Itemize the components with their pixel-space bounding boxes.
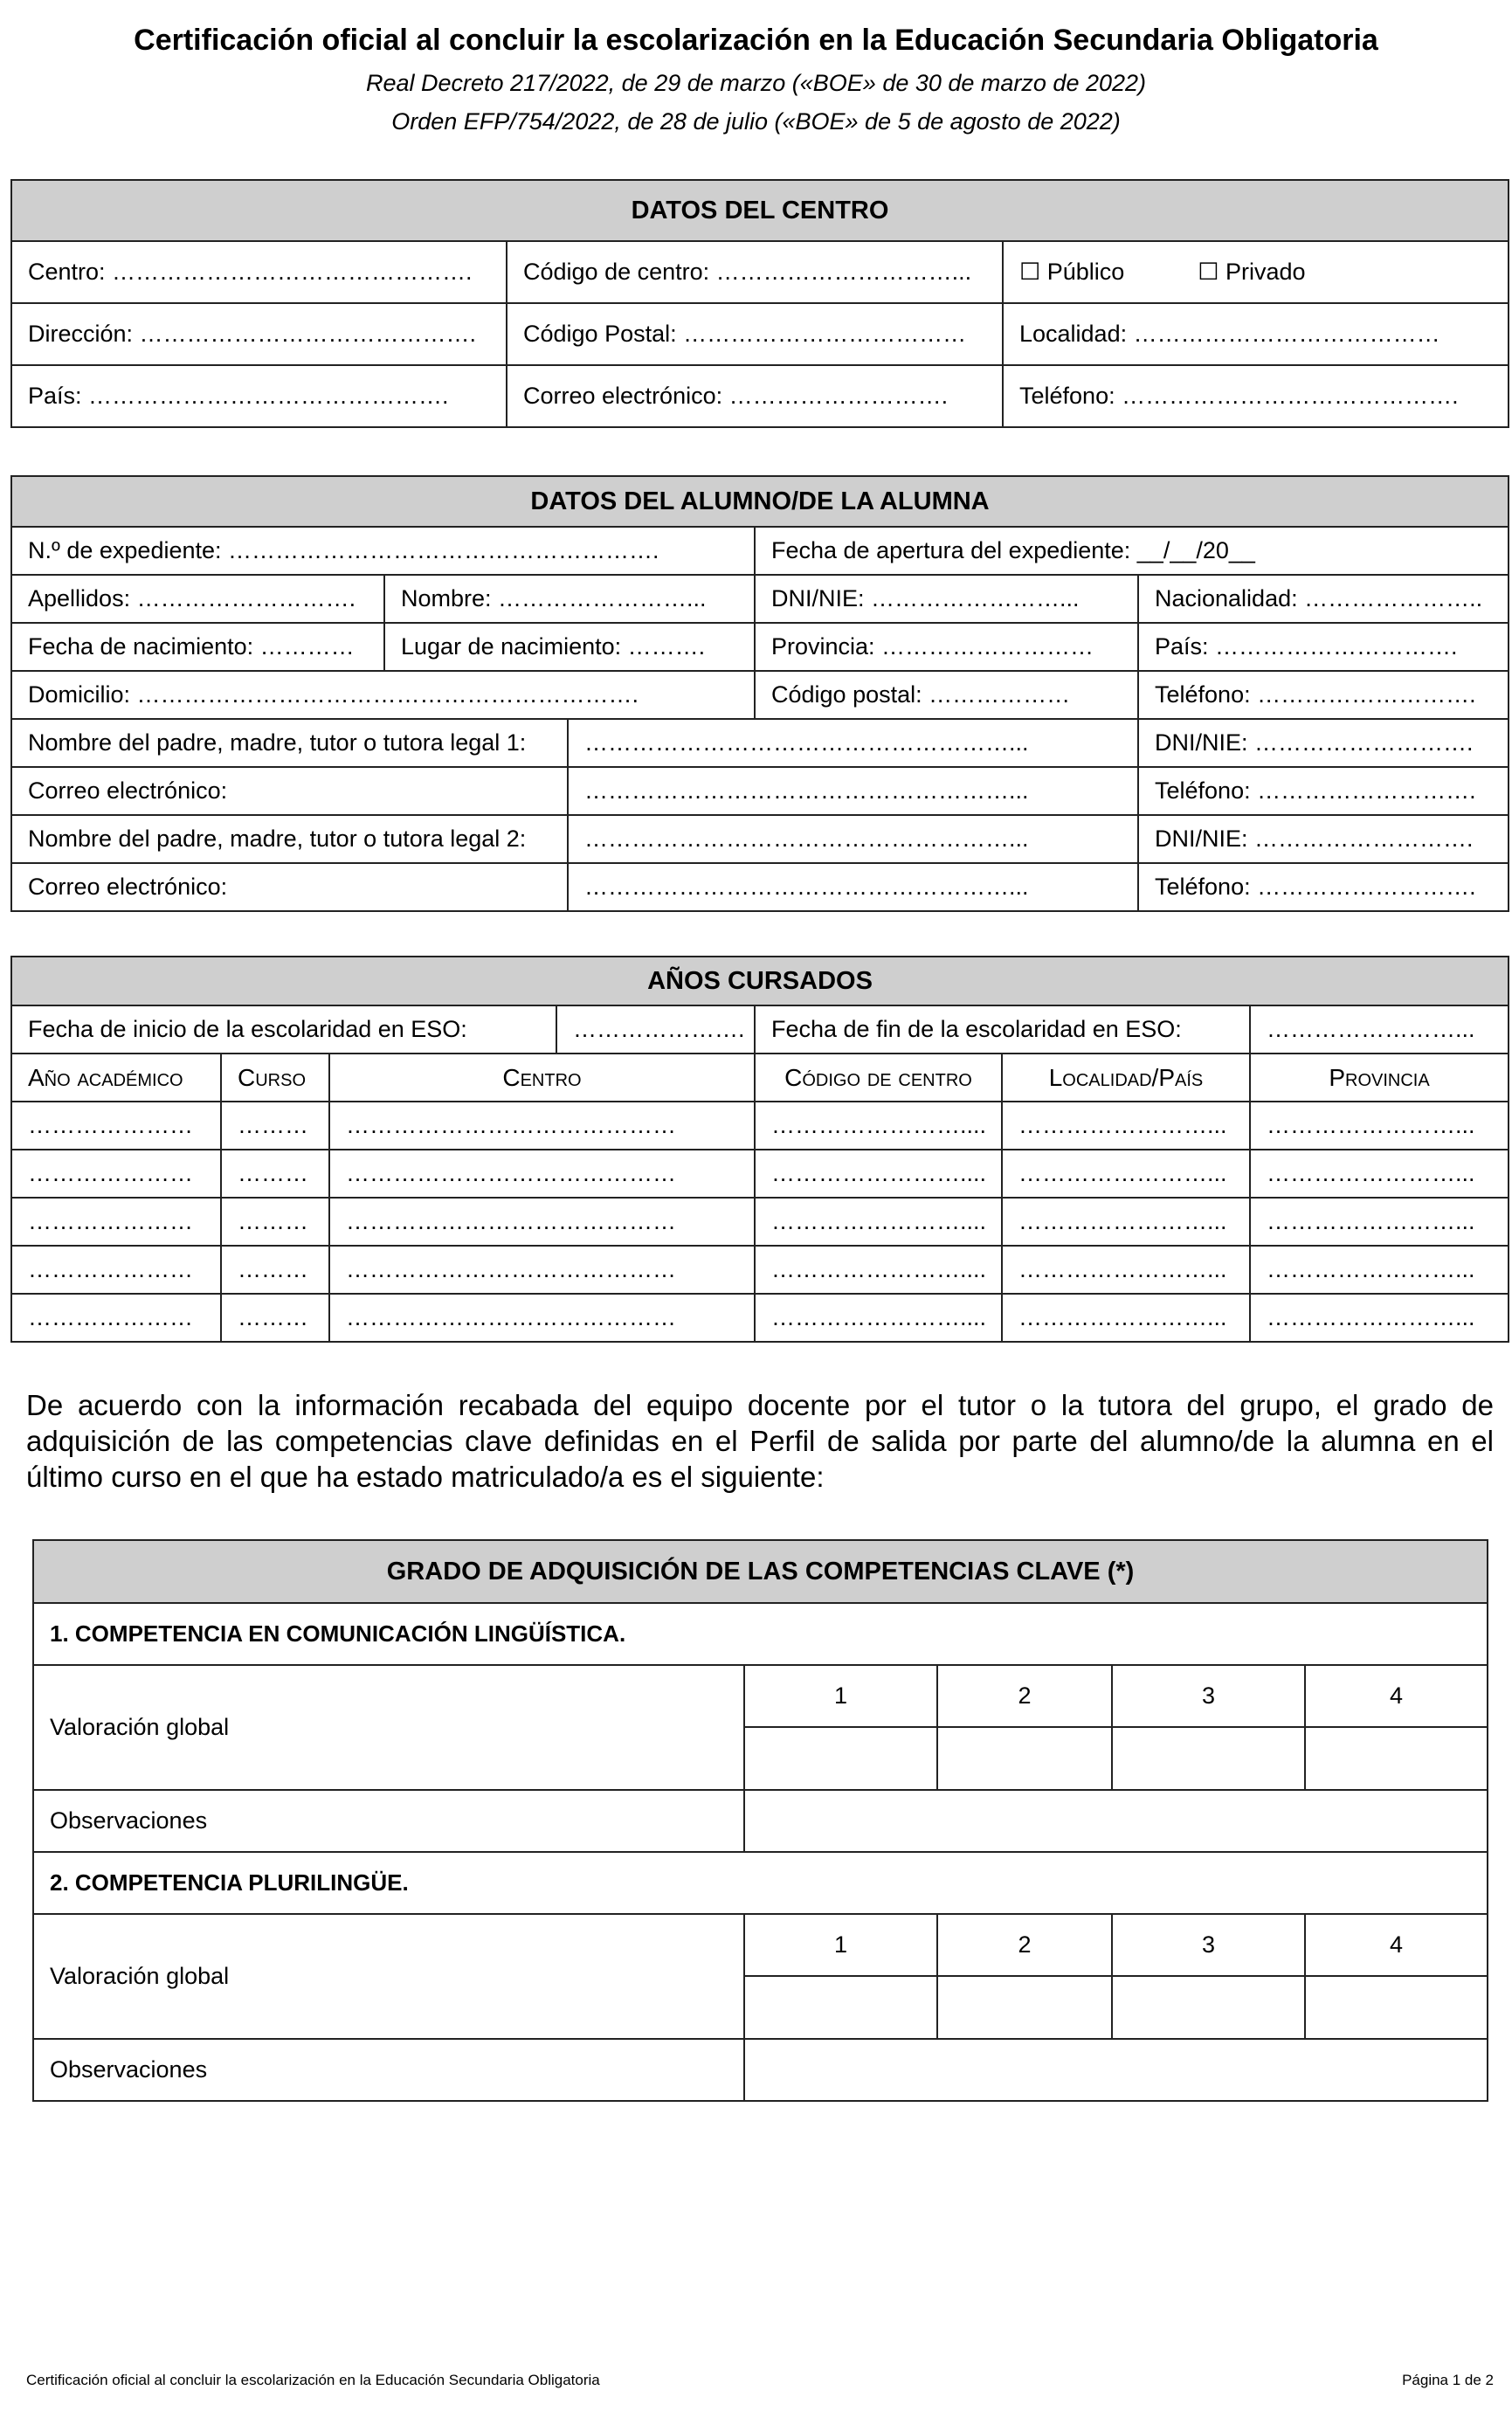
document-header <box>0 19 1512 143</box>
grade-2-label: 2 <box>937 1914 1112 1976</box>
anio-cell[interactable]: ………………… <box>11 1246 221 1294</box>
codigo-cell[interactable]: …………………….... <box>755 1150 1002 1198</box>
competencia-2-title: 2. COMPETENCIA PLURILINGÜE. <box>33 1852 1488 1914</box>
footer-title: Certificación oficial al concluir la escolarización en la Educación Secundaria Obligatoria <box>26 2372 600 2388</box>
codigo-cell[interactable]: …………………….... <box>755 1294 1002 1342</box>
grade-3-cell[interactable] <box>1112 1727 1305 1790</box>
codigo-cell[interactable]: …………………….... <box>755 1246 1002 1294</box>
col-header-codigo: Código de centro <box>755 1054 1002 1102</box>
fecha-nacimiento-field[interactable]: Fecha de nacimiento: ………… <box>11 623 384 671</box>
correo2-label: Correo electrónico: <box>11 863 568 911</box>
lugar-nacimiento-field[interactable]: Lugar de nacimiento: ………. <box>384 623 755 671</box>
centro-table <box>10 179 1509 428</box>
table-row <box>11 1246 1509 1294</box>
localidad-cell[interactable]: ……………………... <box>1002 1198 1250 1246</box>
valoracion-2-label: Valoración global <box>33 1914 744 2039</box>
observaciones-1-label: Observaciones <box>33 1790 744 1852</box>
fin-label: Fecha de fin de la escolaridad en ESO: <box>755 1005 1250 1054</box>
correo1-field[interactable]: ………………………………………………... <box>568 767 1138 815</box>
table-row <box>11 1198 1509 1246</box>
tutor1-dni-field[interactable]: DNI/NIE: ………………………. <box>1138 719 1509 767</box>
localidad-cell[interactable]: ……………………... <box>1002 1294 1250 1342</box>
grade-1-label: 1 <box>744 1665 937 1727</box>
codigo-centro-field[interactable]: Código de centro: …………………………... <box>507 241 1003 303</box>
dni-field[interactable]: DNI/NIE: ……………………... <box>755 575 1138 623</box>
inicio-label: Fecha de inicio de la escolaridad en ESO: <box>11 1005 556 1054</box>
tutor2-label: Nombre del padre, madre, tutor o tutora legal 2: <box>11 815 568 863</box>
telefono-alumno-field[interactable]: Teléfono: ………………………. <box>1138 671 1509 719</box>
grade-4-cell[interactable] <box>1305 1976 1488 2039</box>
domicilio-field[interactable]: Domicilio: ………………………………………………………. <box>11 671 755 719</box>
observaciones-2-field[interactable] <box>744 2039 1488 2101</box>
correo1-label: Correo electrónico: <box>11 767 568 815</box>
valoracion-1-label: Valoración global <box>33 1665 744 1790</box>
expediente-field[interactable]: N.º de expediente: ………………………………………………. <box>11 527 755 575</box>
section-title-anios: AÑOS CURSADOS <box>11 957 1509 1005</box>
direccion-field[interactable]: Dirección: ……………………………………. <box>11 303 507 365</box>
grade-1-label: 1 <box>744 1914 937 1976</box>
tutor2-dni-field[interactable]: DNI/NIE: ………………………. <box>1138 815 1509 863</box>
localidad-field[interactable]: Localidad: ………………………………… <box>1003 303 1509 365</box>
localidad-cell[interactable]: ……………………... <box>1002 1246 1250 1294</box>
centro-cell[interactable]: …………………………………… <box>329 1150 755 1198</box>
titularidad-cell <box>1003 241 1509 303</box>
correo2-field[interactable]: ………………………………………………... <box>568 863 1138 911</box>
grade-1-cell[interactable] <box>744 1976 937 2039</box>
col-header-curso: Curso <box>221 1054 329 1102</box>
alumno-table <box>10 475 1509 912</box>
section-title-alumno: DATOS DEL ALUMNO/DE LA ALUMNA <box>11 476 1509 527</box>
codigo-postal-field[interactable]: Código Postal: ……………………………… <box>507 303 1003 365</box>
decree-line: Real Decreto 217/2022, de 29 de marzo («BOE» de 30 de marzo de 2022) <box>365 70 1147 96</box>
curso-cell[interactable]: ……… <box>221 1246 329 1294</box>
grade-2-cell[interactable] <box>937 1727 1112 1790</box>
intro-paragraph: De acuerdo con la información recabada del equipo docente por el tutor o la tutora del grupo, el grado de adquisición de las competencias clave definidas en el Perfil de salida por parte del alumno/de la alumna en el último curso en el que ha estado matriculado/a es el siguiente: <box>26 1389 1494 1493</box>
inicio-field[interactable]: …………………. <box>556 1005 755 1054</box>
provincia-field[interactable]: Provincia: ……………………… <box>755 623 1138 671</box>
centro-cell[interactable]: …………………………………… <box>329 1246 755 1294</box>
fin-field[interactable]: ……………………... <box>1250 1005 1509 1054</box>
nacionalidad-field[interactable]: Nacionalidad: ………………….. <box>1138 575 1509 623</box>
anio-cell[interactable]: ………………… <box>11 1198 221 1246</box>
table-row <box>11 1150 1509 1198</box>
observaciones-2-label: Observaciones <box>33 2039 744 2101</box>
table-row <box>11 1294 1509 1342</box>
provincia-cell[interactable]: ……………………... <box>1250 1150 1509 1198</box>
competencia-1-title: 1. COMPETENCIA EN COMUNICACIÓN LINGÜÍSTICA. <box>33 1603 1488 1665</box>
col-header-centro: Centro <box>329 1054 755 1102</box>
pais-field[interactable]: País: ………………………………………. <box>11 365 507 427</box>
localidad-cell[interactable]: ……………………... <box>1002 1102 1250 1150</box>
cp-alumno-field[interactable]: Código postal: ……………… <box>755 671 1138 719</box>
grade-1-cell[interactable] <box>744 1727 937 1790</box>
centro-cell[interactable]: …………………………………… <box>329 1294 755 1342</box>
codigo-cell[interactable]: …………………….... <box>755 1198 1002 1246</box>
grade-2-cell[interactable] <box>937 1976 1112 2039</box>
apertura-field[interactable]: Fecha de apertura del expediente: __/__/20__ <box>755 527 1509 575</box>
anio-cell[interactable]: ………………… <box>11 1102 221 1150</box>
curso-cell[interactable]: ……… <box>221 1294 329 1342</box>
anios-table <box>10 956 1509 1343</box>
curso-cell[interactable]: ……… <box>221 1150 329 1198</box>
centro-field[interactable]: Centro: ………………………………………. <box>11 241 507 303</box>
centro-cell[interactable]: …………………………………… <box>329 1102 755 1150</box>
tel2-field[interactable]: Teléfono: ………………………. <box>1138 863 1509 911</box>
provincia-cell[interactable]: ……………………... <box>1250 1294 1509 1342</box>
grade-3-cell[interactable] <box>1112 1976 1305 2039</box>
grade-3-label: 3 <box>1112 1914 1305 1976</box>
codigo-cell[interactable]: …………………….... <box>755 1102 1002 1150</box>
observaciones-1-field[interactable] <box>744 1790 1488 1852</box>
publico-checkbox[interactable]: ☐ Público <box>1019 259 1125 285</box>
telefono-field[interactable]: Teléfono: ……………………………………. <box>1003 365 1509 427</box>
provincia-cell[interactable]: ……………………... <box>1250 1102 1509 1150</box>
centro-cell[interactable]: …………………………………… <box>329 1198 755 1246</box>
section-title-competencias: GRADO DE ADQUISICIÓN DE LAS COMPETENCIAS CLAVE (*) <box>33 1540 1488 1603</box>
nombre-field[interactable]: Nombre: ……………………... <box>384 575 755 623</box>
curso-cell[interactable]: ……… <box>221 1198 329 1246</box>
anio-cell[interactable]: ………………… <box>11 1150 221 1198</box>
provincia-cell[interactable]: ……………………... <box>1250 1198 1509 1246</box>
tutor1-label: Nombre del padre, madre, tutor o tutora legal 1: <box>11 719 568 767</box>
pais-alumno-field[interactable]: País: …………………………. <box>1138 623 1509 671</box>
grade-2-label: 2 <box>937 1665 1112 1727</box>
order-line: Orden EFP/754/2022, de 28 de julio («BOE» de 5 de agosto de 2022) <box>391 108 1121 135</box>
page-footer <box>26 2372 1494 2389</box>
col-header-anio: Año académico <box>11 1054 221 1102</box>
anio-cell[interactable]: ………………… <box>11 1294 221 1342</box>
page-number: Página 1 de 2 <box>1402 2372 1494 2388</box>
section-title-centro: DATOS DEL CENTRO <box>11 180 1509 241</box>
privado-checkbox[interactable]: ☐ Privado <box>1198 259 1306 285</box>
tutor2-field[interactable]: ………………………………………………... <box>568 815 1138 863</box>
tutor1-field[interactable]: ………………………………………………... <box>568 719 1138 767</box>
correo-field[interactable]: Correo electrónico: ………………………. <box>507 365 1003 427</box>
tel1-field[interactable]: Teléfono: ………………………. <box>1138 767 1509 815</box>
grade-4-label: 4 <box>1305 1665 1488 1727</box>
grade-3-label: 3 <box>1112 1665 1305 1727</box>
col-header-provincia: Provincia <box>1250 1054 1509 1102</box>
apellidos-field[interactable]: Apellidos: ………………………. <box>11 575 384 623</box>
localidad-cell[interactable]: ……………………... <box>1002 1150 1250 1198</box>
grade-4-label: 4 <box>1305 1914 1488 1976</box>
competencias-table <box>32 1539 1488 2102</box>
grade-4-cell[interactable] <box>1305 1727 1488 1790</box>
table-row <box>11 1102 1509 1150</box>
provincia-cell[interactable]: ……………………... <box>1250 1246 1509 1294</box>
document-title: Certificación oficial al concluir la escolarización en la Educación Secundaria Obligatoria <box>134 24 1378 57</box>
col-header-localidad: Localidad/País <box>1002 1054 1250 1102</box>
curso-cell[interactable]: ……… <box>221 1102 329 1150</box>
